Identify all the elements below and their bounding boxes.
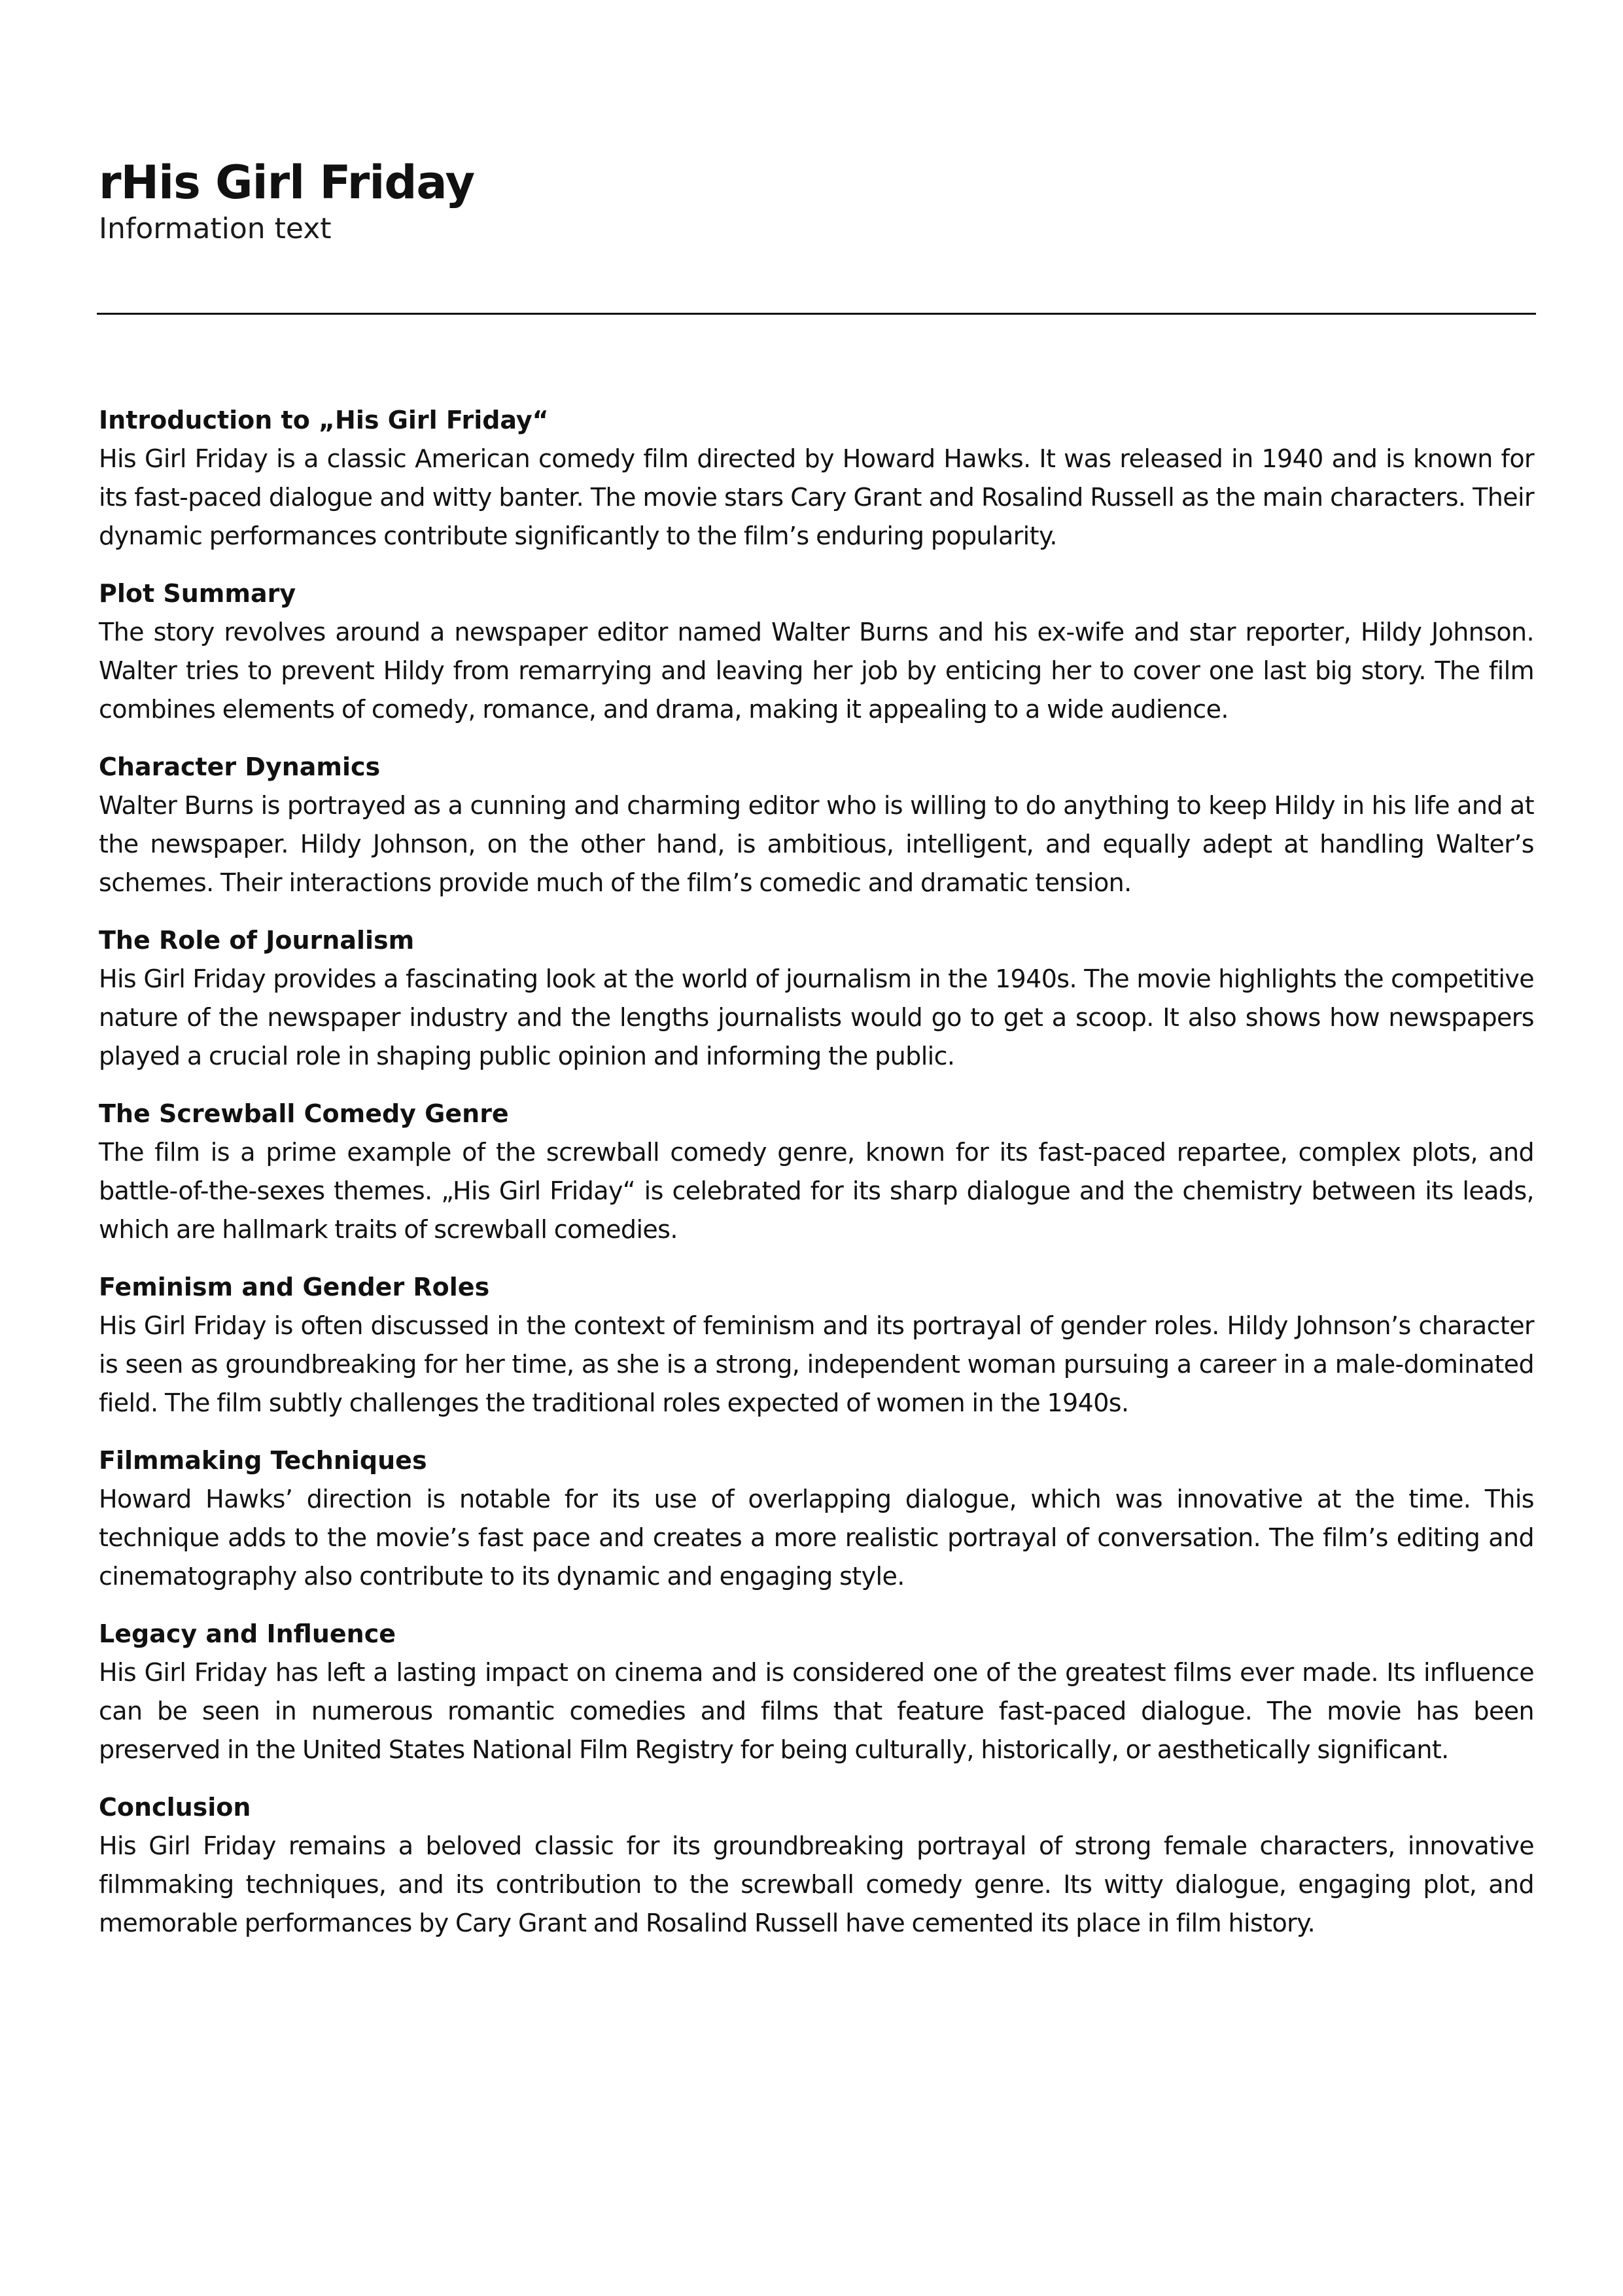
document-title: rHis Girl Friday (99, 156, 475, 209)
section-heading: Feminism and Gender Roles (99, 1273, 490, 1301)
section-heading: The Screwball Comedy Genre (99, 1099, 509, 1128)
section-body: His Girl Friday is a classic American comedy film directed by Howard Hawks. It was released in 1940 and is known for its fast-paced dialogue and witty banter. The movie stars Cary Grant and Rosalind Russell as the main characters. Their dynamic performances contribute significantly to the film’s enduring popularity. (99, 444, 1534, 550)
section-plot-summary (99, 574, 1534, 729)
document-body (99, 400, 1534, 1961)
section-body: The story revolves around a newspaper editor named Walter Burns and his ex-wife and star reporter, Hildy Johnson. Walter tries to prevent Hildy from remarrying and leaving her job by enticing her to cover one last big story. The film combines elements of comedy, romance, and drama, making it appealing to a wide audience. (99, 618, 1534, 724)
section-body: His Girl Friday provides a fascinating look at the world of journalism in the 1940s. The movie highlights the competitive nature of the newspaper industry and the lengths journalists would go to get a scoop. It also shows how newspapers played a crucial role in shaping public opinion and informing the public. (99, 964, 1534, 1070)
section-role-of-journalism (99, 921, 1534, 1076)
section-heading: Legacy and Influence (99, 1619, 396, 1648)
section-heading: Character Dynamics (99, 752, 381, 781)
section-introduction (99, 400, 1534, 556)
section-body: Walter Burns is portrayed as a cunning and charming editor who is willing to do anything to keep Hildy in his life and at the newspaper. Hildy Johnson, on the other hand, is ambitious, intelligent, and equally adept at handling Walter’s schemes. Their interactions provide much of the film’s comedic and dramatic tension. (99, 791, 1534, 897)
section-body: His Girl Friday is often discussed in the context of feminism and its portrayal of gender roles. Hildy Johnson’s character is seen as groundbreaking for her time, as she is a strong, independent woman pursuing a career in a male-dominated field. The film subtly challenges the traditional roles expected of women in the 1940s. (99, 1311, 1534, 1417)
section-feminism-gender-roles (99, 1267, 1534, 1422)
section-conclusion (99, 1788, 1534, 1943)
section-heading: Plot Summary (99, 579, 296, 608)
section-filmmaking-techniques (99, 1441, 1534, 1596)
section-body: His Girl Friday has left a lasting impact on cinema and is considered one of the greatest films ever made. Its influence can be seen in numerous romantic comedies and films that feature fast-paced dialogue. The movie has been preserved in the United States National Film Registry for being culturally, historically, or aesthetically significant. (99, 1658, 1534, 1764)
document-header (99, 154, 1534, 247)
section-body: His Girl Friday remains a beloved classic for its groundbreaking portrayal of strong female characters, innovative filmmaking techniques, and its contribution to the screwball comedy genre. Its witty dialogue, engaging plot, and memorable performances by Cary Grant and Rosalind Russell have cemented its place in film history. (99, 1831, 1534, 1937)
section-heading: The Role of Journalism (99, 926, 415, 955)
section-body: Howard Hawks’ direction is notable for its use of overlapping dialogue, which was innovative at the time. This technique adds to the movie’s fast pace and creates a more realistic portrayal of conversation. The film’s editing and cinematography also contribute to its dynamic and engaging style. (99, 1485, 1534, 1591)
section-heading: Filmmaking Techniques (99, 1446, 427, 1475)
section-heading: Conclusion (99, 1793, 251, 1822)
section-screwball-comedy-genre (99, 1094, 1534, 1249)
document-subtitle: Information text (99, 212, 332, 245)
section-body: The film is a prime example of the screwball comedy genre, known for its fast-paced repartee, complex plots, and battle-of-the-sexes themes. „His Girl Friday“ is celebrated for its sharp dialogue and the chemistry between its leads, which are hallmark traits of screwball comedies. (99, 1138, 1534, 1244)
section-character-dynamics (99, 747, 1534, 902)
section-heading: Introduction to „His Girl Friday“ (99, 406, 549, 434)
header-divider (97, 313, 1536, 315)
section-legacy-influence (99, 1614, 1534, 1769)
